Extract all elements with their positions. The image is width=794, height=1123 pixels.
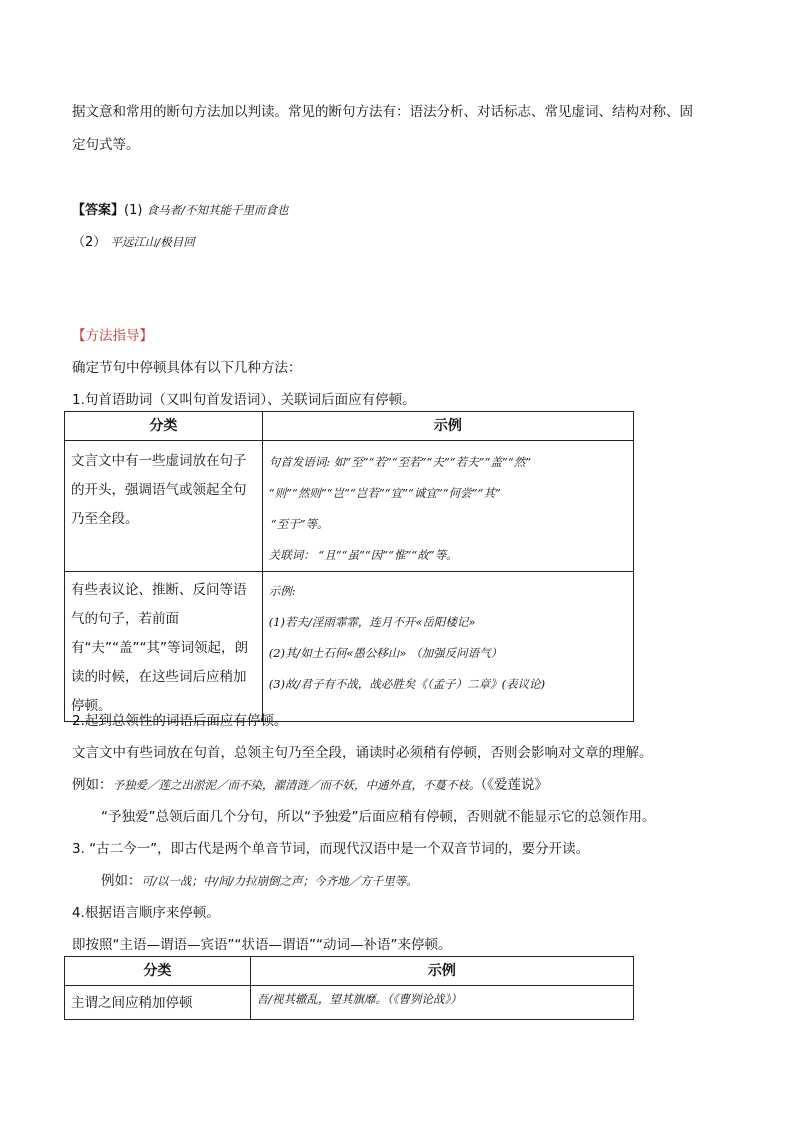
method-point-2: 2.起到总领性的词语后面应有停顿。 [72,713,288,729]
table-cell-category [65,572,263,722]
example-line: (1)若夫/淫雨霏霏，连月不开«岳阳楼记» [268,615,476,629]
method-point-4-desc: 即按照“主语—谓语—宾语”“状语—谓语”“动词—补语”来停顿。 [72,937,452,953]
answer-text-2: 平远江山/极目回 [110,235,195,249]
example-line: 句首发语词: 如“至”“若”“至若”“夫”“若夫”“盖”“然” [268,455,532,469]
table-header-category: 分类 [65,412,263,441]
example-line: “则”“然则”“岂”“岂若”“宜”“诚宜”“何尝”“其” [268,486,501,500]
answer-label: 【答案】 [72,203,125,218]
table-cell-example [250,986,633,1020]
answer-text-1: 食马者/不知其能千里而食也 [146,203,289,217]
table-header-row [65,412,634,441]
table-method-1 [64,411,634,722]
example-line: 示例: [268,584,296,598]
example-label: 例如： [101,873,142,889]
method-point-3-example [101,869,418,889]
method-heading: 【方法指导】 [72,328,153,344]
table-cell-example [262,441,633,572]
table-header-example: 示例 [262,412,633,441]
example-text: 予独爱／莲之出淤泥／而不染，濯清涟／而不妖，中通外直，不蔓不枝。 [112,778,481,792]
table-header-category: 分类 [65,957,251,986]
category-text: 主谓之间应稍加停顿 [71,995,193,1011]
method-point-4: 4.根据语言顺序来停顿。 [72,905,220,921]
table-row [65,572,634,722]
method-intro: 确定节句中停顿具体有以下几种方法： [72,360,302,376]
table-cell-category [65,441,263,572]
answer-line-1 [72,199,288,218]
example-text: 可/以一战；中/间/力拉崩倒之声；今齐地／方千里等。 [141,874,418,888]
example-line: (3)故/君子有不战，战必胜矣《（孟子）二章》(表议论) [268,677,546,691]
example-text: 吾/视其辙乱，望其旗靡。（《曹刿论战》） [256,992,462,1006]
table-method-2 [64,956,634,1020]
intro-line-2: 定句式等。 [72,137,140,153]
method-point-2-note: “予独爱”总领后面几个分句，所以“予独爱”后面应稍有停顿，否则就不能显示它的总领作用。 [101,809,656,825]
category-text: 文言文中有一些虚词放在句子的开头，强调语气或领起全句乃至全段。 [71,453,247,527]
intro-line-1: 据文意和常用的断句方法加以判读。常见的断句方法有：语法分析、对话标志、常见虚词、结构对称、固 [72,104,693,120]
table-row [65,986,634,1020]
answer-num-1: (1) [124,203,143,218]
answer-line-2 [72,231,195,250]
example-line: 关联词： “且”“虽”“因”“惟”“故”等。 [268,548,458,562]
method-point-1: 1.句首语助词（又叫句首发语词）、关联词后面应有停顿。 [72,392,416,408]
table-cell-category [65,986,251,1020]
table-row [65,441,634,572]
table-header-row [65,957,634,986]
table-cell-example [262,572,633,722]
category-text: 有些表议论、推断、反问等语气的句子，若前面有“夫”“盖”“其”等词领起，朗读的时候，在这些词后应稍加停顿。 [71,582,248,714]
method-point-3: 3. “古二今一”，即古代是两个单音节词，而现代汉语中是一个双音节词的，要分开读。 [72,841,590,857]
example-label: 例如： [72,777,113,793]
example-line: (2)其/如土石何«愚公移山» （加强反问语气） [268,646,503,660]
method-point-2-desc: 文言文中有些词放在句首，总领主句乃至全段，诵读时必须稍有停顿，否则会影响对文章的理解。 [72,745,653,761]
example-source: （《爱莲说》 [480,777,548,793]
example-line: “至于”等。 [270,517,329,531]
method-point-2-example [72,773,548,793]
answer-num-2: （2） [72,235,107,250]
table-header-example: 示例 [250,957,633,986]
